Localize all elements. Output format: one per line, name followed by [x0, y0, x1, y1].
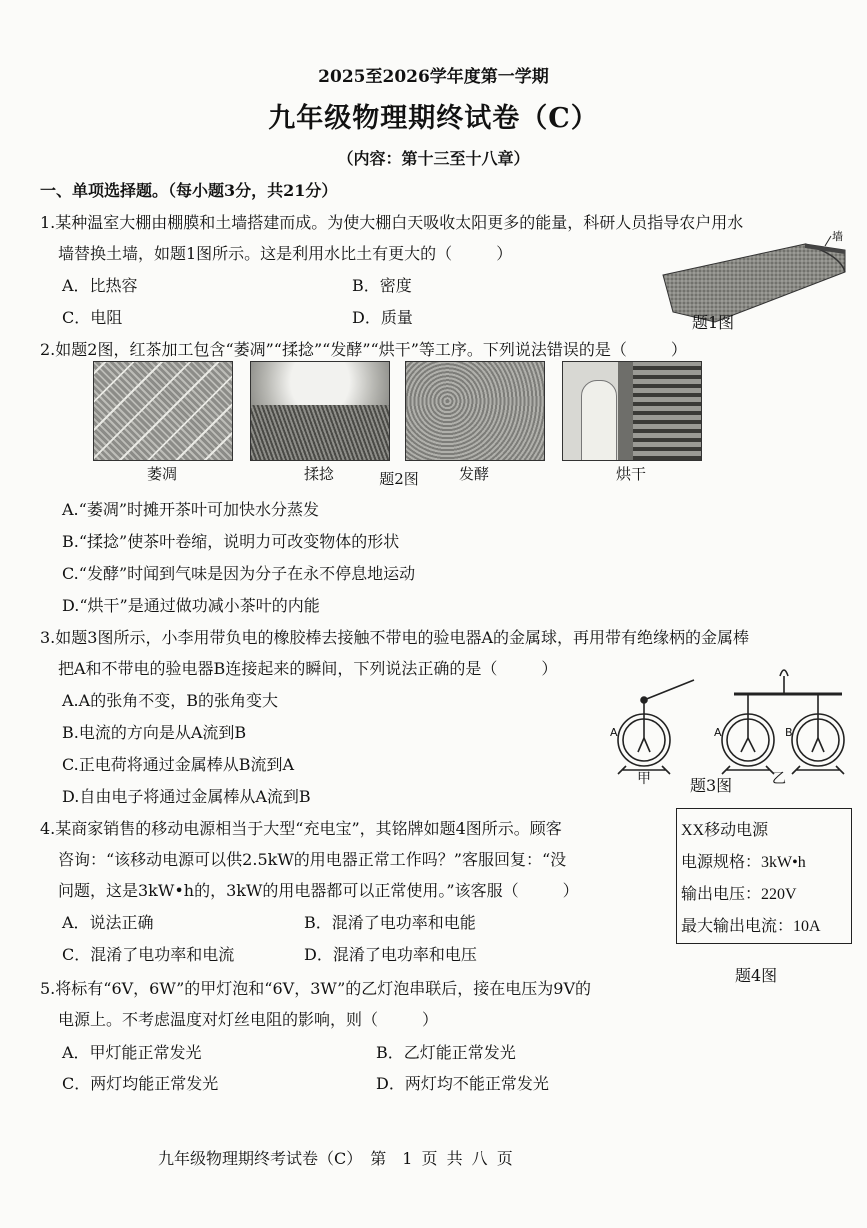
electroscope-a-label-1: A: [610, 726, 618, 739]
fig3-right-label: 乙: [772, 771, 786, 787]
drying-photo: [562, 361, 702, 461]
exam-scope: （内容：第十三至十八章）: [337, 149, 530, 168]
q5-option-a: A．甲灯能正常发光: [62, 1043, 202, 1062]
q2-option-d: D.“烘干”是通过做功减小茶叶的内能: [62, 596, 320, 615]
section-heading: 一、单项选择题。（每小题3分，共21分）: [40, 181, 338, 200]
q2-option-b: B.“揉捻”使茶叶卷缩，说明力可改变物体的形状: [62, 532, 400, 551]
page-footer: 九年级物理期终考试卷（C） 第 1 页 共 八 页: [158, 1149, 513, 1168]
photo-label-rolling: 揉捻: [303, 465, 334, 483]
q4-option-d: D．混淆了电功率和电压: [304, 945, 477, 964]
fig3-left-label: 甲: [637, 771, 651, 787]
greenhouse-wall-figure: [655, 230, 855, 330]
electroscope-a-label-2: A: [714, 726, 722, 739]
q1-option-d: D．质量: [352, 308, 413, 327]
q1-stem-line1: 1.某种温室大棚由棚膜和土墙搭建而成。为使大棚白天吸收太阳更多的能量，科研人员指导农户用水: [40, 213, 744, 232]
page-title: 九年级物理期终试卷（C）: [268, 103, 599, 134]
photo-label-withering: 萎凋: [146, 465, 177, 483]
fermenting-photo: [405, 361, 545, 461]
withering-photo: [93, 361, 233, 461]
rolling-photo: [250, 361, 390, 461]
q4-figure-caption: 题4图: [735, 966, 778, 985]
wall-label: 墙: [832, 230, 843, 243]
q3-option-c: C.正电荷将通过金属棒从B流到A: [62, 755, 295, 774]
q1-option-a: A．比热容: [62, 276, 138, 295]
electroscope-b-label: B: [785, 726, 793, 739]
q5-option-b: B．乙灯能正常发光: [376, 1043, 516, 1062]
q1-option-b: B．密度: [352, 276, 412, 295]
nameplate-current: 最大输出电流：10A: [681, 918, 821, 935]
q5-option-d: D．两灯均不能正常发光: [376, 1074, 549, 1093]
q1-stem-line2: 墙替换土墙，如题1图所示。这是利用水比土有更大的（ ）: [58, 244, 513, 263]
q4-option-a: A．说法正确: [62, 913, 154, 932]
exam-year: 2025至2026学年度第一学期: [318, 67, 549, 87]
nameplate-box: [676, 808, 852, 944]
q4-option-b: B．混淆了电功率和电能: [304, 913, 476, 932]
q5-option-c: C．两灯均能正常发光: [62, 1074, 219, 1093]
q5-stem-line1: 5.将标有“6V，6W”的甲灯泡和“6V，3W”的乙灯泡串联后，接在电压为9V的: [40, 979, 592, 998]
q3-option-d: D.自由电子将通过金属棒从A流到B: [62, 787, 311, 806]
q2-option-c: C.“发酵”时闻到气味是因为分子在永不停息地运动: [62, 564, 416, 583]
q3-stem-line2: 把A和不带电的验电器B连接起来的瞬间，下列说法正确的是（ ）: [58, 659, 558, 678]
photo-label-drying: 烘干: [615, 465, 646, 483]
q3-option-a: A.A的张角不变，B的张角变大: [62, 691, 278, 710]
q2-option-a: A.“萎凋”时摊开茶叶可加快水分蒸发: [62, 500, 320, 519]
photo-label-fermenting: 发酵: [458, 465, 489, 483]
q5-stem-line2: 电源上。不考虑温度对灯丝电阻的影响，则（ ）: [58, 1010, 439, 1029]
q1-figure-caption: 题1图: [692, 313, 735, 332]
q4-stem-line2: 咨询：“该移动电源可以供2.5kW的用电器正常工作吗？”客服回复：“没: [58, 850, 567, 869]
nameplate-voltage: 输出电压：220V: [681, 886, 797, 903]
nameplate-capacity: 电源规格：3kW•h: [681, 854, 806, 871]
q3-figure-caption: 题3图: [690, 776, 733, 795]
q2-figure-caption: 题2图: [379, 470, 419, 488]
q3-option-b: B.电流的方向是从A流到B: [62, 723, 247, 742]
q3-stem-line1: 3.如题3图所示，小李用带负电的橡胶棒去接触不带电的验电器A的金属球，再用带有绝缘柄的金属棒: [40, 628, 750, 647]
q4-option-c: C．混淆了电功率和电流: [62, 945, 235, 964]
q1-option-c: C．电阻: [62, 308, 123, 327]
q4-stem-line3: 问题，这是3kW•h的，3kW的用电器都可以正常使用。”该客服（ ）: [58, 881, 579, 900]
q2-stem: 2.如题2图，红茶加工包含“萎凋”“揉捻”“发酵”“烘干”等工序。下列说法错误的是（ ）: [40, 340, 687, 359]
q4-stem-line1: 4.某商家销售的移动电源相当于大型“充电宝”，其铭牌如题4图所示。顾客: [40, 819, 562, 838]
nameplate-title: XX移动电源: [681, 822, 769, 839]
